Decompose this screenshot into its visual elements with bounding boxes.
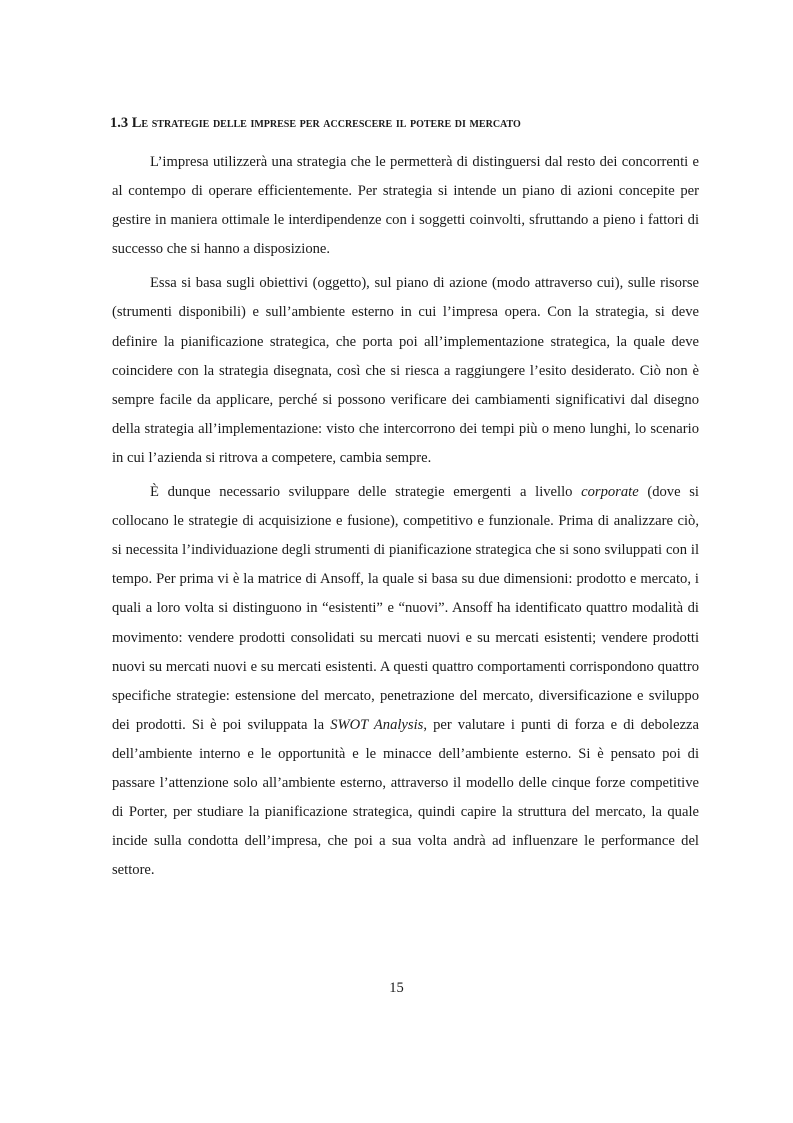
section-heading (110, 115, 710, 132)
section-title-rest: e strategie delle imprese per accrescere il potere di mercato (141, 115, 521, 131)
page-number: 15 (389, 980, 404, 996)
paragraph-3-part-3: , per valutare i punti di forza e di debolezza dell’ambiente interno e le opportunità e le minacce dell’ambiente esterno. Si è pensato poi di passare l’attenzione solo all’ambiente esterno, attraverso il modello delle cinque forze competitive di Porter, per studiare la pianificazione strategica, quindi capire la struttura del mercato, la quale incide sulla condotta dell’impresa, che poi a sua volta andrà ad influenzare le performance del settore. (112, 716, 700, 879)
body-text (112, 148, 699, 885)
paragraph-3 (112, 478, 699, 885)
paragraph-3-part-1: È dunque necessario sviluppare delle strategie emergenti a livello (150, 484, 582, 501)
paragraph-2: Essa si basa sugli obiettivi (oggetto), sul piano di azione (modo attraverso cui), sulle risorse (strumenti disponibili) e sull’ambiente esterno in cui l’impresa opera. Con la strategia, si deve definire la pianificazione strategica, che porta poi all’implementazione strategica, la quale deve coincidere con la strategia disegnata, così che si riesca a raggiungere l’esito desiderato. Ciò non è sempre facile da applicare, perché si possono verificare dei cambiamenti significativi dal disegno della strategia all’implementazione: visto che intercorrono dei tempi più o meno lunghi, lo scenario in cui l’azienda si ritrova a competere, cambia sempre. (112, 275, 699, 466)
paragraph-3-part-2: (dove si collocano le strategie di acquisizione e fusione), competitivo e funzionale. Prima di analizzare ciò, si necessita l’individuazione degli strumenti di pianificazione strategica che si sono sviluppati con il tempo. Per prima vi è la matrice di Ansoff, la quale si basa su due dimensioni: prodotto e mercato, i quali a loro volta si distinguono in “esistenti” e “nuovi”. Ansoff ha identificato quattro modalità di movimento: vendere prodotti consolidati su mercati nuovi e su mercati esistenti; vendere prodotti nuovi su mercati nuovi e su mercati esistenti. A questi quattro comportamenti corrispondono quattro specifiche strategie: estensione del mercato, penetrazione del mercato, diversificazione e sviluppo dei prodotti. Si è poi sviluppata la (112, 484, 699, 733)
paragraph-3-italic-swot: SWOT Analysis (330, 716, 424, 733)
section-number: 1.3 (110, 115, 129, 131)
section-title-initial: L (131, 115, 142, 131)
paragraph-1: L’impresa utilizzerà una strategia che le permetterà di distinguersi dal resto dei concorrenti e al contempo di operare efficientemente. Per strategia si intende un piano di azioni concepite per gestire in maniera ottimale le interdipendenze con i soggetti coinvolti, sfruttando a pieno i fattori di successo che si hanno a disposizione. (112, 154, 699, 258)
paragraph-3-italic-corporate: corporate (581, 484, 639, 501)
